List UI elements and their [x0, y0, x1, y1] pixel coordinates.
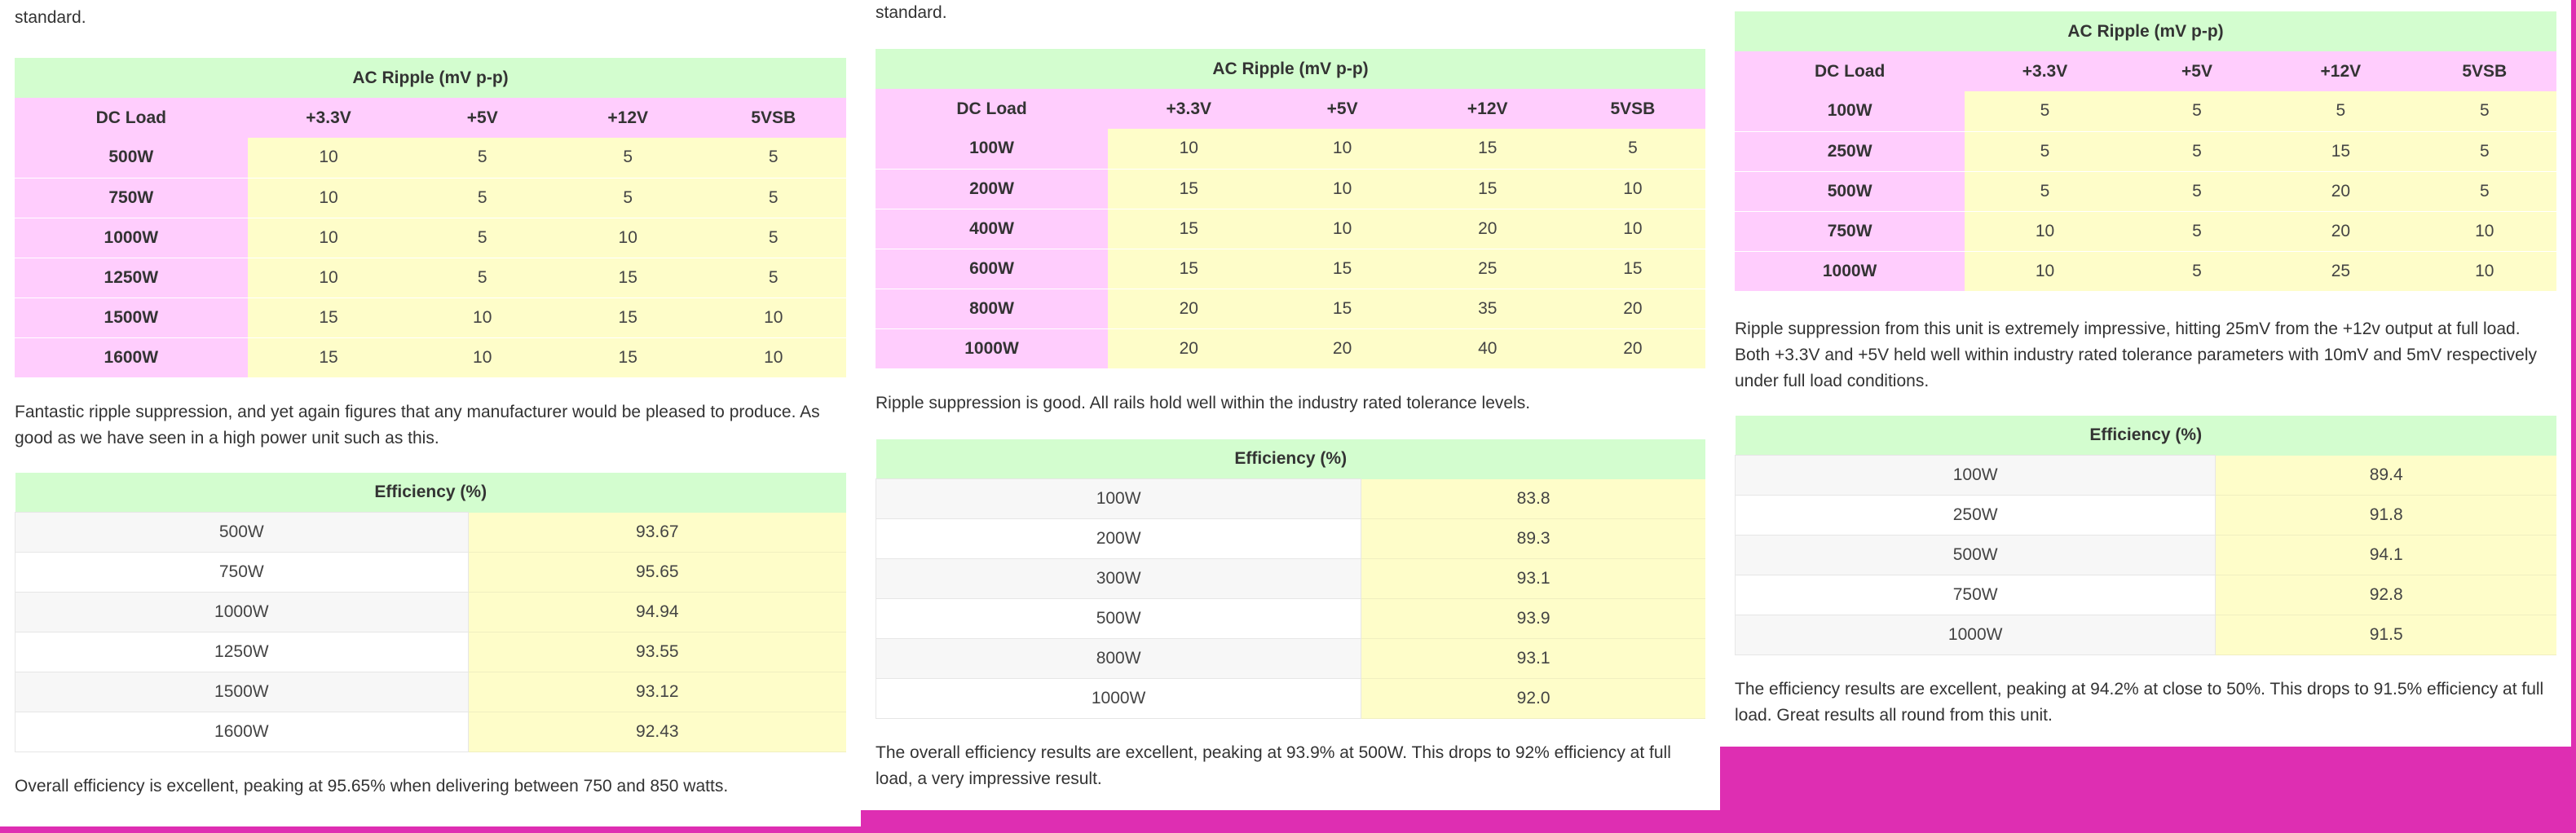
efficiency-value: 93.1 — [1361, 559, 1705, 599]
efficiency-value: 83.8 — [1361, 479, 1705, 519]
efficiency-load-label: 750W — [1736, 575, 2216, 615]
row-load-label: 400W — [876, 209, 1108, 249]
efficiency-value: 92.8 — [2216, 575, 2556, 615]
row-load-label: 100W — [1735, 91, 1965, 131]
table-cell: 15 — [555, 258, 701, 298]
table-cell: 15 — [1270, 249, 1415, 289]
review-panel-1 — [0, 0, 861, 826]
row-load-label: 1500W — [15, 298, 248, 337]
header-5vsb: 5VSB — [1610, 99, 1656, 118]
row-load-label: 1600W — [15, 337, 248, 377]
table-row — [876, 479, 1706, 519]
table-row — [15, 258, 846, 298]
table-cell: 5 — [2125, 91, 2269, 131]
top-text-fragment: standard. — [15, 8, 86, 27]
table-cell: 5 — [1965, 131, 2125, 171]
table-cell: 15 — [1560, 249, 1705, 289]
efficiency-table-title: Efficiency (%) — [1736, 416, 2557, 456]
table-cell: 5 — [409, 178, 555, 218]
table-cell: 25 — [2269, 251, 2412, 291]
header-dc-load: DC Load — [1814, 61, 1886, 81]
table-row — [15, 712, 847, 752]
table-row — [15, 337, 846, 377]
table-cell: 20 — [1560, 328, 1705, 368]
efficiency-load-label: 500W — [876, 599, 1361, 639]
table-cell: 15 — [1415, 169, 1560, 209]
table-cell: 5 — [2413, 131, 2556, 171]
table-row — [876, 249, 1705, 289]
table-cell: 10 — [248, 218, 410, 258]
row-load-label: 800W — [876, 289, 1108, 328]
efficiency-load-label: 1500W — [15, 672, 469, 712]
table-cell: 5 — [555, 138, 701, 178]
table-cell: 10 — [1270, 209, 1415, 249]
table-row — [15, 632, 847, 672]
table-cell: 20 — [2269, 171, 2412, 211]
efficiency-load-label: 250W — [1736, 496, 2216, 536]
table-cell: 15 — [2269, 131, 2412, 171]
row-load-label: 500W — [1735, 171, 1965, 211]
table-cell: 15 — [1415, 129, 1560, 169]
table-cell: 15 — [248, 337, 410, 377]
efficiency-value: 93.67 — [468, 513, 846, 553]
efficiency-value: 92.0 — [1361, 679, 1705, 719]
header-5vsb: 5VSB — [751, 108, 796, 127]
efficiency-value: 93.9 — [1361, 599, 1705, 639]
table-cell: 5 — [2413, 171, 2556, 211]
efficiency-load-label: 300W — [876, 559, 1361, 599]
efficiency-load-label: 100W — [876, 479, 1361, 519]
table-cell: 5 — [2125, 211, 2269, 251]
table-cell: 40 — [1415, 328, 1560, 368]
header-3v3: +3.3V — [306, 108, 351, 127]
table-cell: 5 — [700, 258, 846, 298]
row-load-label: 1000W — [15, 218, 248, 258]
table-row — [15, 218, 846, 258]
efficiency-load-label: 100W — [1736, 456, 2216, 496]
efficiency-load-label: 500W — [1736, 536, 2216, 575]
efficiency-value: 89.3 — [1361, 519, 1705, 559]
efficiency-load-label: 1600W — [15, 712, 469, 752]
ripple-table-title: AC Ripple (mV p-p) — [15, 58, 846, 98]
table-cell: 20 — [1108, 328, 1270, 368]
table-cell: 10 — [409, 298, 555, 337]
table-cell: 5 — [409, 218, 555, 258]
table-cell: 10 — [248, 138, 410, 178]
table-cell: 10 — [1270, 169, 1415, 209]
ripple-table-title: AC Ripple (mV p-p) — [1735, 11, 2556, 51]
table-row — [876, 639, 1706, 679]
table-cell: 10 — [2413, 251, 2556, 291]
ac-ripple-table — [1735, 11, 2556, 292]
efficiency-value: 93.12 — [468, 672, 846, 712]
table-cell: 5 — [2125, 131, 2269, 171]
table-cell: 10 — [248, 258, 410, 298]
ripple-commentary: Ripple suppression is good. All rails hold well within the industry rated tolerance levels. — [876, 393, 1531, 412]
efficiency-value: 93.55 — [468, 632, 846, 672]
ripple-commentary: Fantastic ripple suppression, and yet again figures that any manufacturer would be pleased to produce. As good as we have seen in a high power unit such as this. — [15, 402, 820, 447]
table-cell: 5 — [700, 218, 846, 258]
efficiency-value: 94.1 — [2216, 536, 2556, 575]
table-row — [876, 289, 1705, 328]
row-load-label: 750W — [1735, 211, 1965, 251]
efficiency-table — [876, 439, 1705, 720]
efficiency-commentary: The overall efficiency results are excellent, peaking at 93.9% at 500W. This drops to 92% efficiency at full load, a very impressive result. — [876, 743, 1671, 788]
ripple-header-row — [1735, 51, 2556, 91]
efficiency-load-label: 200W — [876, 519, 1361, 559]
table-cell: 5 — [1560, 129, 1705, 169]
header-5v: +5V — [466, 108, 498, 127]
table-row — [15, 553, 847, 593]
table-row — [15, 298, 846, 337]
table-row — [1736, 615, 2557, 655]
table-cell: 15 — [555, 337, 701, 377]
efficiency-load-label: 1000W — [15, 593, 469, 632]
efficiency-table — [1735, 416, 2556, 656]
table-cell: 5 — [409, 138, 555, 178]
table-row — [1736, 456, 2557, 496]
table-row — [1735, 91, 2556, 131]
efficiency-value: 93.1 — [1361, 639, 1705, 679]
table-cell: 15 — [1108, 209, 1270, 249]
table-cell: 5 — [700, 178, 846, 218]
table-cell: 5 — [2125, 171, 2269, 211]
header-dc-load: DC Load — [956, 99, 1027, 118]
table-row — [876, 169, 1705, 209]
table-cell: 10 — [409, 337, 555, 377]
table-row — [1736, 575, 2557, 615]
review-panel-2 — [861, 0, 1720, 810]
ac-ripple-table — [876, 49, 1705, 369]
row-load-label: 1250W — [15, 258, 248, 298]
table-row — [876, 679, 1706, 719]
table-cell: 35 — [1415, 289, 1560, 328]
table-cell: 5 — [2125, 251, 2269, 291]
efficiency-table — [15, 473, 846, 753]
table-cell: 5 — [1965, 171, 2125, 211]
row-load-label: 250W — [1735, 131, 1965, 171]
table-row — [876, 328, 1705, 368]
table-row — [15, 178, 846, 218]
header-3v3: +3.3V — [1166, 99, 1212, 118]
efficiency-value: 91.8 — [2216, 496, 2556, 536]
table-cell: 10 — [1965, 211, 2125, 251]
ripple-header-row — [876, 89, 1705, 129]
efficiency-table-title: Efficiency (%) — [876, 439, 1706, 479]
table-cell: 5 — [700, 138, 846, 178]
table-cell: 5 — [2269, 91, 2412, 131]
table-row — [15, 672, 847, 712]
efficiency-value: 91.5 — [2216, 615, 2556, 655]
efficiency-value: 89.4 — [2216, 456, 2556, 496]
table-cell: 15 — [1270, 289, 1415, 328]
table-cell: 20 — [1270, 328, 1415, 368]
ripple-header-row — [15, 98, 846, 138]
table-row — [876, 519, 1706, 559]
table-cell: 20 — [2269, 211, 2412, 251]
table-cell: 10 — [700, 298, 846, 337]
table-row — [15, 593, 847, 632]
table-cell: 10 — [700, 337, 846, 377]
table-row — [876, 129, 1705, 169]
table-row — [15, 138, 846, 178]
table-cell: 15 — [1108, 249, 1270, 289]
efficiency-load-label: 1250W — [15, 632, 469, 672]
ripple-commentary: Ripple suppression from this unit is extremely impressive, hitting 25mV from the +12v output at full load. Both +3.3V and +5V held well within industry rated tolerance parameters with 10mV and 5mV respectively under full load conditions. — [1735, 319, 2538, 390]
table-row — [1735, 251, 2556, 291]
table-cell: 20 — [1560, 289, 1705, 328]
row-load-label: 750W — [15, 178, 248, 218]
table-row — [1736, 496, 2557, 536]
header-12v: +12V — [607, 108, 649, 127]
table-cell: 5 — [409, 258, 555, 298]
table-cell: 25 — [1415, 249, 1560, 289]
table-row — [876, 599, 1706, 639]
efficiency-load-label: 500W — [15, 513, 469, 553]
header-3v3: +3.3V — [2022, 61, 2068, 81]
ripple-table-title: AC Ripple (mV p-p) — [876, 49, 1705, 89]
efficiency-commentary: The efficiency results are excellent, peaking at 94.2% at close to 50%. This drops to 91.5% efficiency at full load. Great results all round from this unit. — [1735, 680, 2544, 725]
row-load-label: 1000W — [1735, 251, 1965, 291]
table-cell: 10 — [2413, 211, 2556, 251]
efficiency-commentary: Overall efficiency is excellent, peaking at 95.65% when delivering between 750 and 850 watts. — [15, 777, 729, 796]
table-cell: 10 — [1270, 129, 1415, 169]
table-cell: 15 — [555, 298, 701, 337]
header-5v: +5V — [1326, 99, 1358, 118]
table-row — [15, 513, 847, 553]
row-load-label: 500W — [15, 138, 248, 178]
efficiency-value: 95.65 — [468, 553, 846, 593]
review-panel-3 — [1720, 0, 2571, 747]
header-12v: +12V — [1467, 99, 1508, 118]
efficiency-load-label: 1000W — [876, 679, 1361, 719]
header-5vsb: 5VSB — [2462, 61, 2508, 81]
table-cell: 20 — [1415, 209, 1560, 249]
table-cell: 15 — [1108, 169, 1270, 209]
table-row — [876, 559, 1706, 599]
table-cell: 5 — [555, 178, 701, 218]
row-load-label: 200W — [876, 169, 1108, 209]
efficiency-table-title: Efficiency (%) — [15, 473, 847, 513]
efficiency-value: 92.43 — [468, 712, 846, 752]
header-12v: +12V — [2320, 61, 2362, 81]
table-cell: 10 — [1560, 169, 1705, 209]
table-cell: 5 — [1965, 91, 2125, 131]
efficiency-load-label: 750W — [15, 553, 469, 593]
table-cell: 10 — [1108, 129, 1270, 169]
table-cell: 10 — [555, 218, 701, 258]
table-cell: 20 — [1108, 289, 1270, 328]
table-row — [1735, 131, 2556, 171]
ac-ripple-table — [15, 58, 846, 378]
table-cell: 10 — [1560, 209, 1705, 249]
table-cell: 10 — [248, 178, 410, 218]
efficiency-load-label: 800W — [876, 639, 1361, 679]
row-load-label: 100W — [876, 129, 1108, 169]
header-5v: +5V — [2181, 61, 2212, 81]
table-row — [1735, 211, 2556, 251]
table-row — [876, 209, 1705, 249]
top-text-fragment: standard. — [876, 3, 947, 22]
table-cell: 15 — [248, 298, 410, 337]
row-load-label: 600W — [876, 249, 1108, 289]
efficiency-value: 94.94 — [468, 593, 846, 632]
efficiency-load-label: 1000W — [1736, 615, 2216, 655]
table-row — [1735, 171, 2556, 211]
table-cell: 5 — [2413, 91, 2556, 131]
table-row — [1736, 536, 2557, 575]
table-cell: 10 — [1965, 251, 2125, 291]
header-dc-load: DC Load — [95, 108, 166, 127]
row-load-label: 1000W — [876, 328, 1108, 368]
